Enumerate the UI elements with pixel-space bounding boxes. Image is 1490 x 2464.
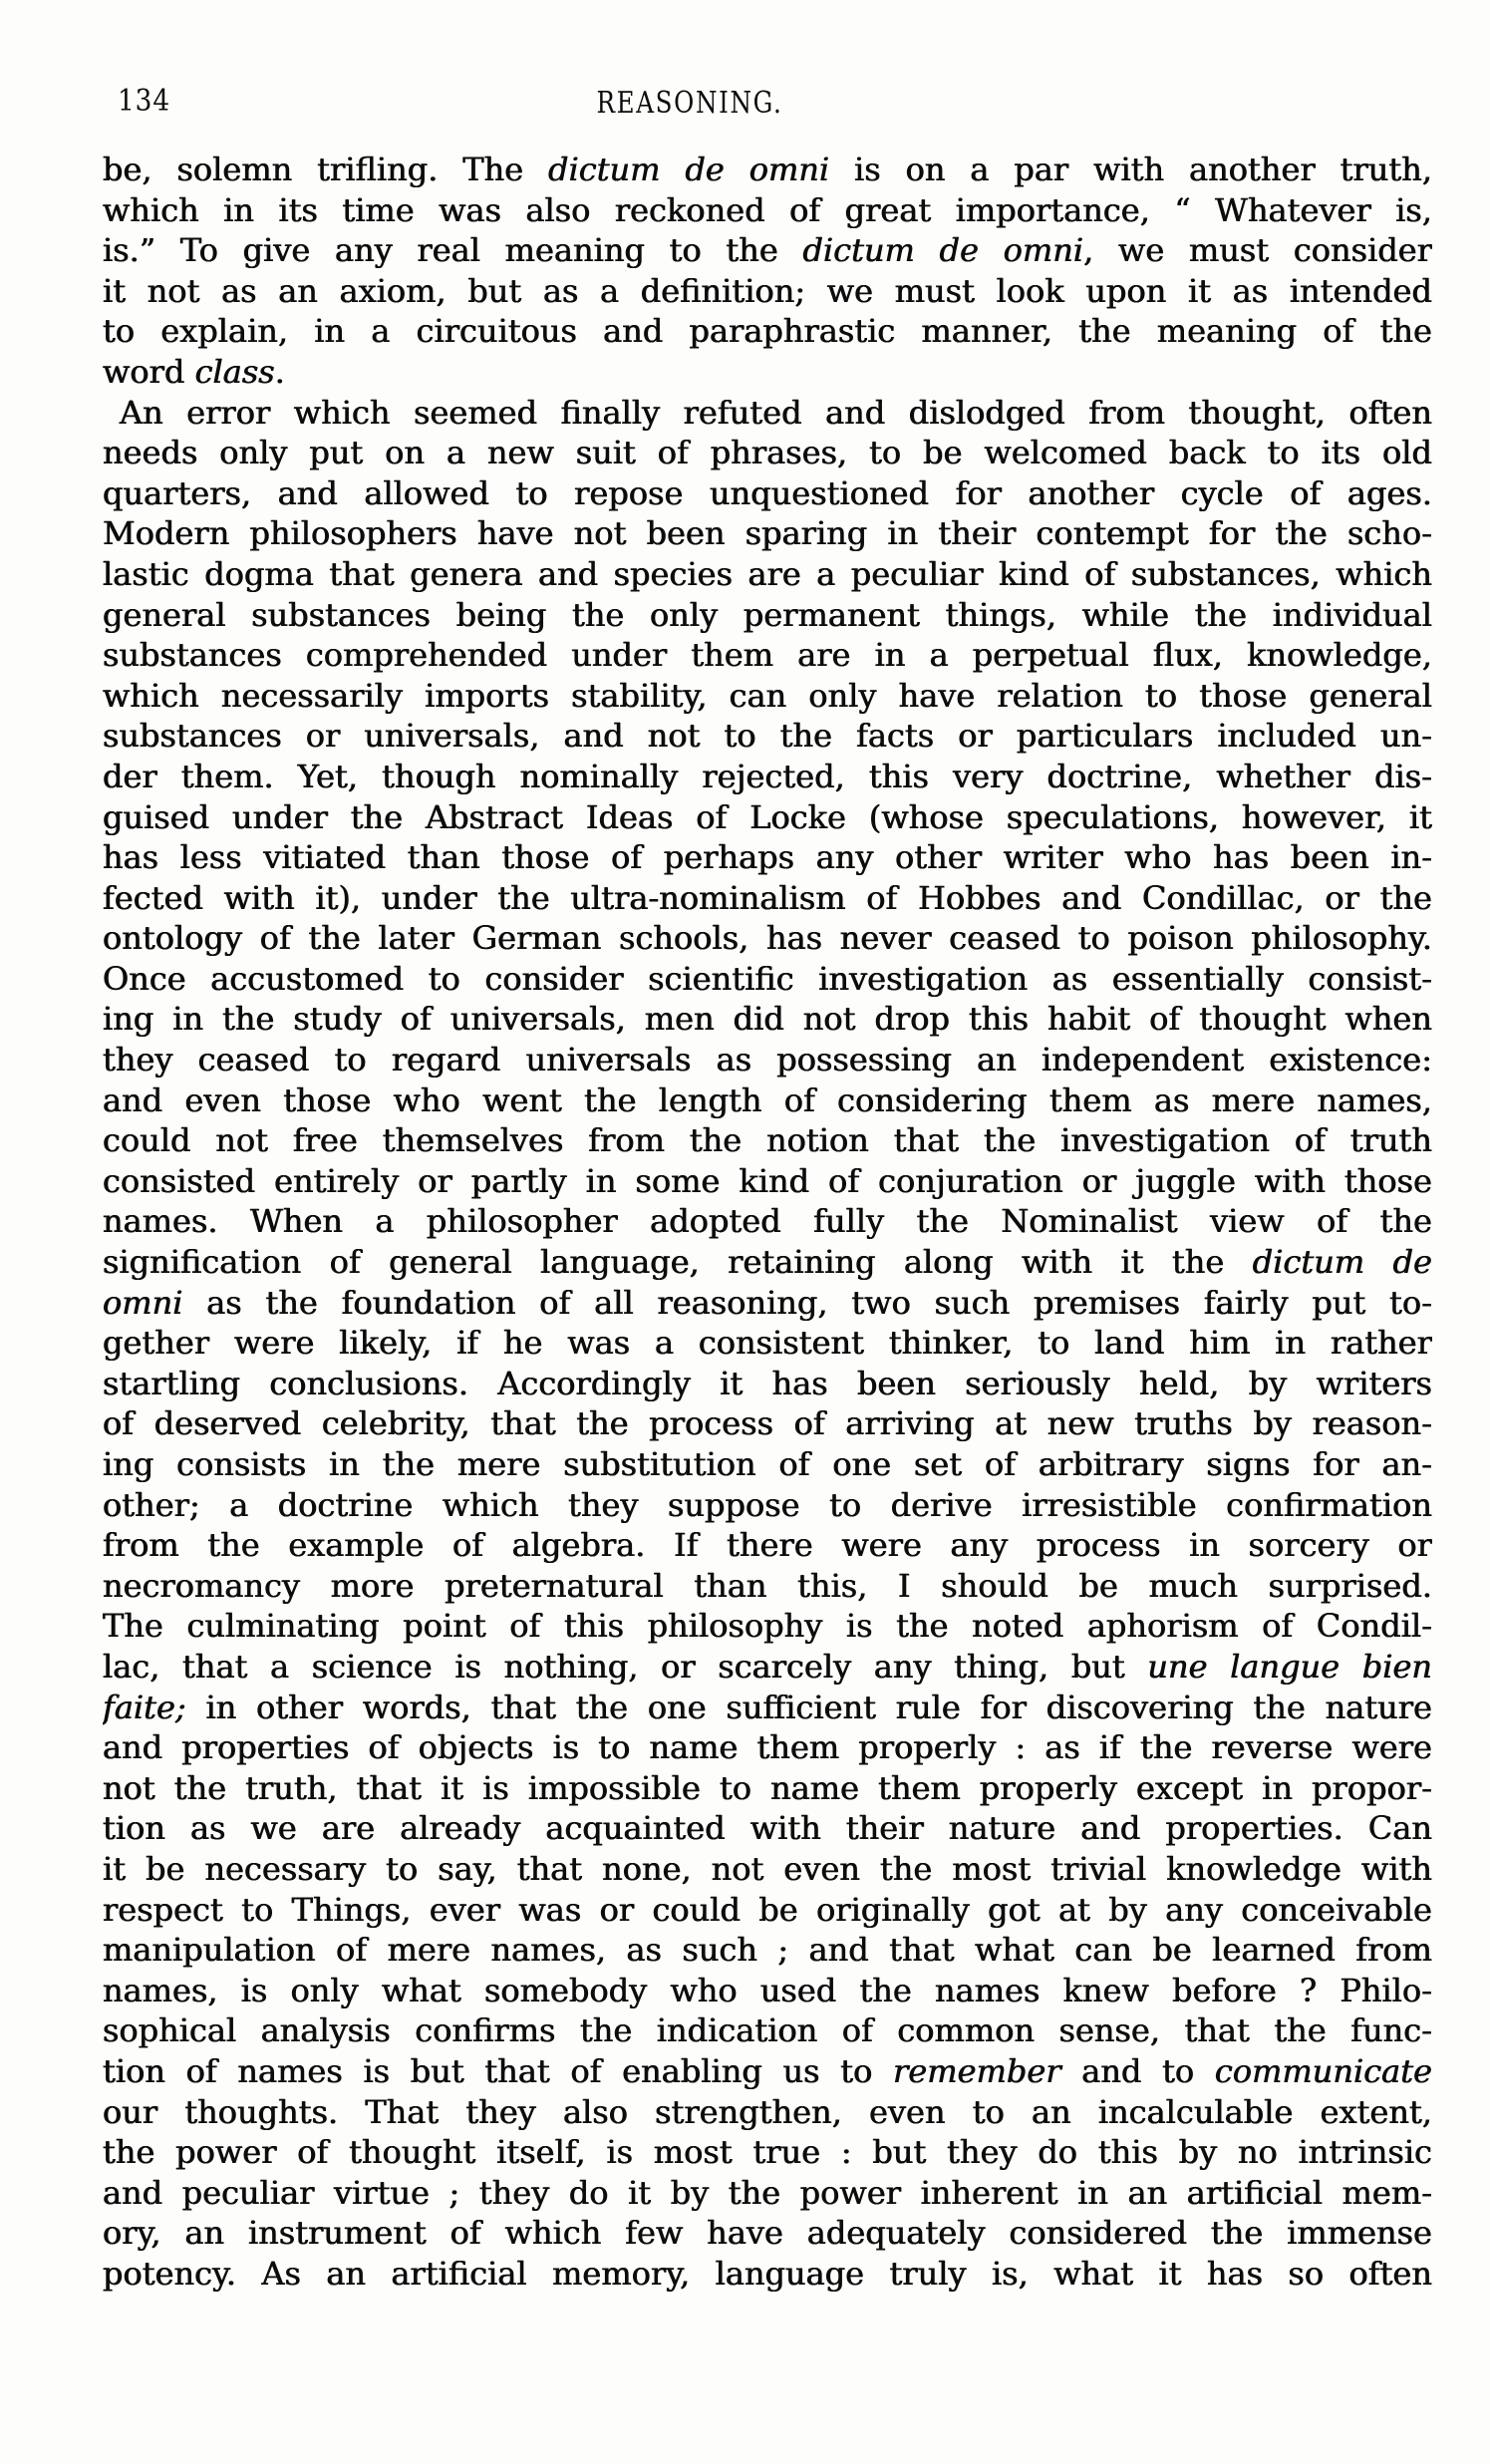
text-segment: gether were likely, if he was a consistent thinker, to land him in rather: [103, 1324, 1432, 1363]
text-segment: and properties of objects is to name them properly : as if the reverse were: [103, 1728, 1432, 1767]
italic-text-segment: dictum de omni: [548, 151, 830, 188]
italic-text-segment: dictum de: [1252, 1243, 1432, 1282]
text-line: [103, 150, 1432, 190]
text-line: [103, 1120, 1432, 1161]
text-line: [103, 1323, 1432, 1364]
text-line: [103, 999, 1432, 1040]
text-line: [103, 1485, 1432, 1526]
text-line: [103, 797, 1432, 838]
running-head: REASONING.: [596, 86, 783, 121]
text-segment: has less vitiated than those of perhaps any other writer who has been in-: [103, 838, 1432, 877]
text-segment: not the truth, that it is impossible to name them properly except in propor-: [103, 1768, 1432, 1807]
text-segment: fected with it), under the ultra-nominalism of Hobbes and Condillac, or the: [103, 878, 1432, 917]
text-segment: lastic dogma that genera and species are a peculiar kind of substances, which: [103, 554, 1432, 593]
text-segment: could not free themselves from the notion that the investigation of truth: [103, 1121, 1432, 1160]
text-line: [103, 1727, 1432, 1768]
text-segment: to explain, in a circuitous and paraphrastic manner, the meaning of the: [103, 312, 1432, 351]
text-line: [103, 311, 1432, 352]
text-segment: they ceased to regard universals as possessing an independent existence:: [103, 1041, 1432, 1079]
text-segment: .: [274, 352, 285, 391]
text-segment: substances or universals, and not to the facts or particulars included un-: [103, 717, 1432, 756]
text-line: [103, 2173, 1432, 2214]
text-line: [103, 716, 1432, 757]
text-segment: sophical analysis confirms the indication of common sense, that the func-: [103, 2011, 1432, 2050]
text-line: [103, 2254, 1432, 2295]
italic-text-segment: class: [194, 352, 275, 391]
text-line: [103, 757, 1432, 797]
text-line: [103, 190, 1432, 231]
text-segment: manipulation of mere names, as such ; and that what can be learned from: [103, 1931, 1432, 1970]
text-segment: general substances being the only permanent things, while the individual: [103, 595, 1432, 634]
text-line: [103, 878, 1432, 919]
text-line: [103, 1606, 1432, 1647]
italic-text-segment: faite;: [103, 1688, 186, 1726]
text-segment: it be necessary to say, that none, not even the most trivial knowledge with: [103, 1849, 1432, 1888]
text-line: [103, 473, 1432, 514]
text-line: [103, 554, 1432, 595]
text-line: [103, 1890, 1432, 1931]
text-line: [103, 595, 1432, 636]
text-segment: it not as an axiom, but as a definition; we must look upon it as intended: [103, 271, 1432, 310]
text-segment: names, is only what somebody who used the names knew before ? Philo-: [103, 1971, 1432, 2009]
text-line: [103, 1201, 1432, 1242]
italic-text-segment: remember: [893, 2051, 1061, 2090]
text-segment: , we must consider: [1083, 231, 1432, 270]
text-line: [103, 1930, 1432, 1971]
text-line: [103, 1566, 1432, 1607]
text-line: [103, 2213, 1432, 2254]
text-segment: respect to Things, ever was or could be originally got at by any conceivable: [103, 1890, 1432, 1929]
text-line: [103, 1768, 1432, 1809]
text-line: [103, 2010, 1432, 2051]
text-line: [103, 676, 1432, 717]
text-segment: signification of general language, retaining along with it the: [103, 1243, 1253, 1282]
text-segment: guised under the Abstract Ideas of Locke (whose speculations, however, it: [103, 797, 1432, 836]
text-line: [103, 1647, 1432, 1688]
text-segment: ing in the study of universals, men did not drop this habit of thought when: [103, 1000, 1432, 1039]
text-line: [103, 1849, 1432, 1890]
italic-text-segment: une langue bien: [1147, 1647, 1432, 1686]
text-line: [103, 1364, 1432, 1404]
text-segment: ontology of the later German schools, has never ceased to poison philosophy.: [103, 919, 1432, 958]
text-segment: and peculiar virtue ; they do it by the power inherent in an artificial mem-: [103, 2173, 1432, 2212]
text-line: [103, 1161, 1432, 1202]
text-line: [103, 1444, 1432, 1485]
text-segment: necromancy more preternatural than this, I should be much surprised.: [103, 1566, 1432, 1605]
text-line: [103, 1688, 1432, 1728]
text-segment: startling conclusions. Accordingly it has been seriously held, by writers: [103, 1364, 1432, 1402]
text-segment: quarters, and allowed to repose unquestioned for another cycle of ages.: [103, 473, 1432, 512]
text-line: [103, 635, 1432, 676]
text-segment: be, solemn trifling. The: [103, 151, 549, 188]
text-segment: which in its time was also reckoned of great importance, “ Whatever is,: [103, 190, 1432, 229]
text-segment: as the foundation of all reasoning, two such premises fairly put to-: [182, 1283, 1432, 1322]
page-number: 134: [118, 84, 171, 119]
text-segment: word: [103, 352, 195, 391]
text-line: [103, 230, 1432, 271]
text-segment: the power of thought itself, is most true : but they do this by no intrinsic: [103, 2133, 1432, 2172]
text-line: [103, 2092, 1432, 2133]
text-line: [103, 433, 1432, 473]
text-segment: in other words, that the one sufficient rule for discovering the nature: [185, 1688, 1432, 1726]
text-segment: other; a doctrine which they suppose to derive irresistible confirmation: [103, 1485, 1432, 1524]
italic-text-segment: omni: [103, 1283, 183, 1322]
text-segment: tion of names is but that of enabling us to: [103, 2051, 894, 2090]
text-segment: lac, that a science is nothing, or scarcely any thing, but: [103, 1647, 1148, 1686]
italic-text-segment: communicate: [1214, 2051, 1432, 2090]
text-segment: ing consists in the mere substitution of one set of arbitrary signs for an-: [103, 1445, 1432, 1483]
text-segment: our thoughts. That they also strengthen, even to an incalculable extent,: [103, 2092, 1432, 2131]
text-line: [103, 1040, 1432, 1080]
text-segment: and even those who went the length of considering them as mere names,: [103, 1080, 1432, 1119]
text-segment: consisted entirely or partly in some kind of conjuration or juggle with those: [103, 1161, 1432, 1200]
text-line: [103, 1242, 1432, 1283]
text-segment: names. When a philosopher adopted fully the Nominalist view of the: [103, 1202, 1432, 1241]
text-segment: ory, an instrument of which few have adequately considered the immense: [103, 2214, 1432, 2253]
text-segment: and to: [1060, 2051, 1215, 2090]
text-segment: An error which seemed finally refuted and dislodged from thought, often: [120, 393, 1432, 432]
text-segment: is on a par with another truth,: [829, 151, 1432, 188]
text-segment: is.” To give any real meaning to the: [103, 231, 803, 270]
text-segment: substances comprehended under them are in a perpetual flux, knowledge,: [103, 636, 1432, 675]
text-segment: which necessarily imports stability, can only have relation to those general: [103, 676, 1432, 715]
text-segment: potency. As an artificial memory, language truly is, what it has so often: [103, 2254, 1432, 2293]
text-segment: of deserved celebrity, that the process of arriving at new truths by reason-: [103, 1404, 1432, 1443]
text-line: [103, 1808, 1432, 1849]
text-segment: tion as we are already acquainted with their nature and properties. Can: [103, 1809, 1432, 1848]
text-line: [103, 1403, 1432, 1444]
text-segment: der them. Yet, though nominally rejected, this very doctrine, whether dis-: [103, 757, 1432, 795]
text-line: [103, 393, 1432, 434]
text-line: [103, 1971, 1432, 2011]
text-line: [103, 271, 1432, 312]
text-segment: Once accustomed to consider scientific investigation as essentially consist-: [103, 959, 1432, 998]
text-segment: from the example of algebra. If there were any process in sorcery or: [103, 1526, 1432, 1565]
text-segment: needs only put on a new suit of phrases, to be welcomed back to its old: [103, 434, 1432, 472]
text-line: [103, 352, 1432, 393]
text-line: [103, 837, 1432, 878]
text-segment: The culminating point of this philosophy is the noted aphorism of Condil-: [103, 1607, 1432, 1646]
text-block: [103, 150, 1432, 2294]
text-line: [103, 2132, 1432, 2173]
text-segment: Modern philosophers have not been sparing in their contempt for the scho-: [103, 514, 1432, 553]
text-line: [103, 1283, 1432, 1324]
text-line: [103, 2051, 1432, 2092]
text-line: [103, 1080, 1432, 1121]
italic-text-segment: dictum de omni: [802, 231, 1084, 270]
text-line: [103, 1525, 1432, 1566]
text-line: [103, 959, 1432, 1000]
text-line: [103, 513, 1432, 554]
text-line: [103, 918, 1432, 959]
